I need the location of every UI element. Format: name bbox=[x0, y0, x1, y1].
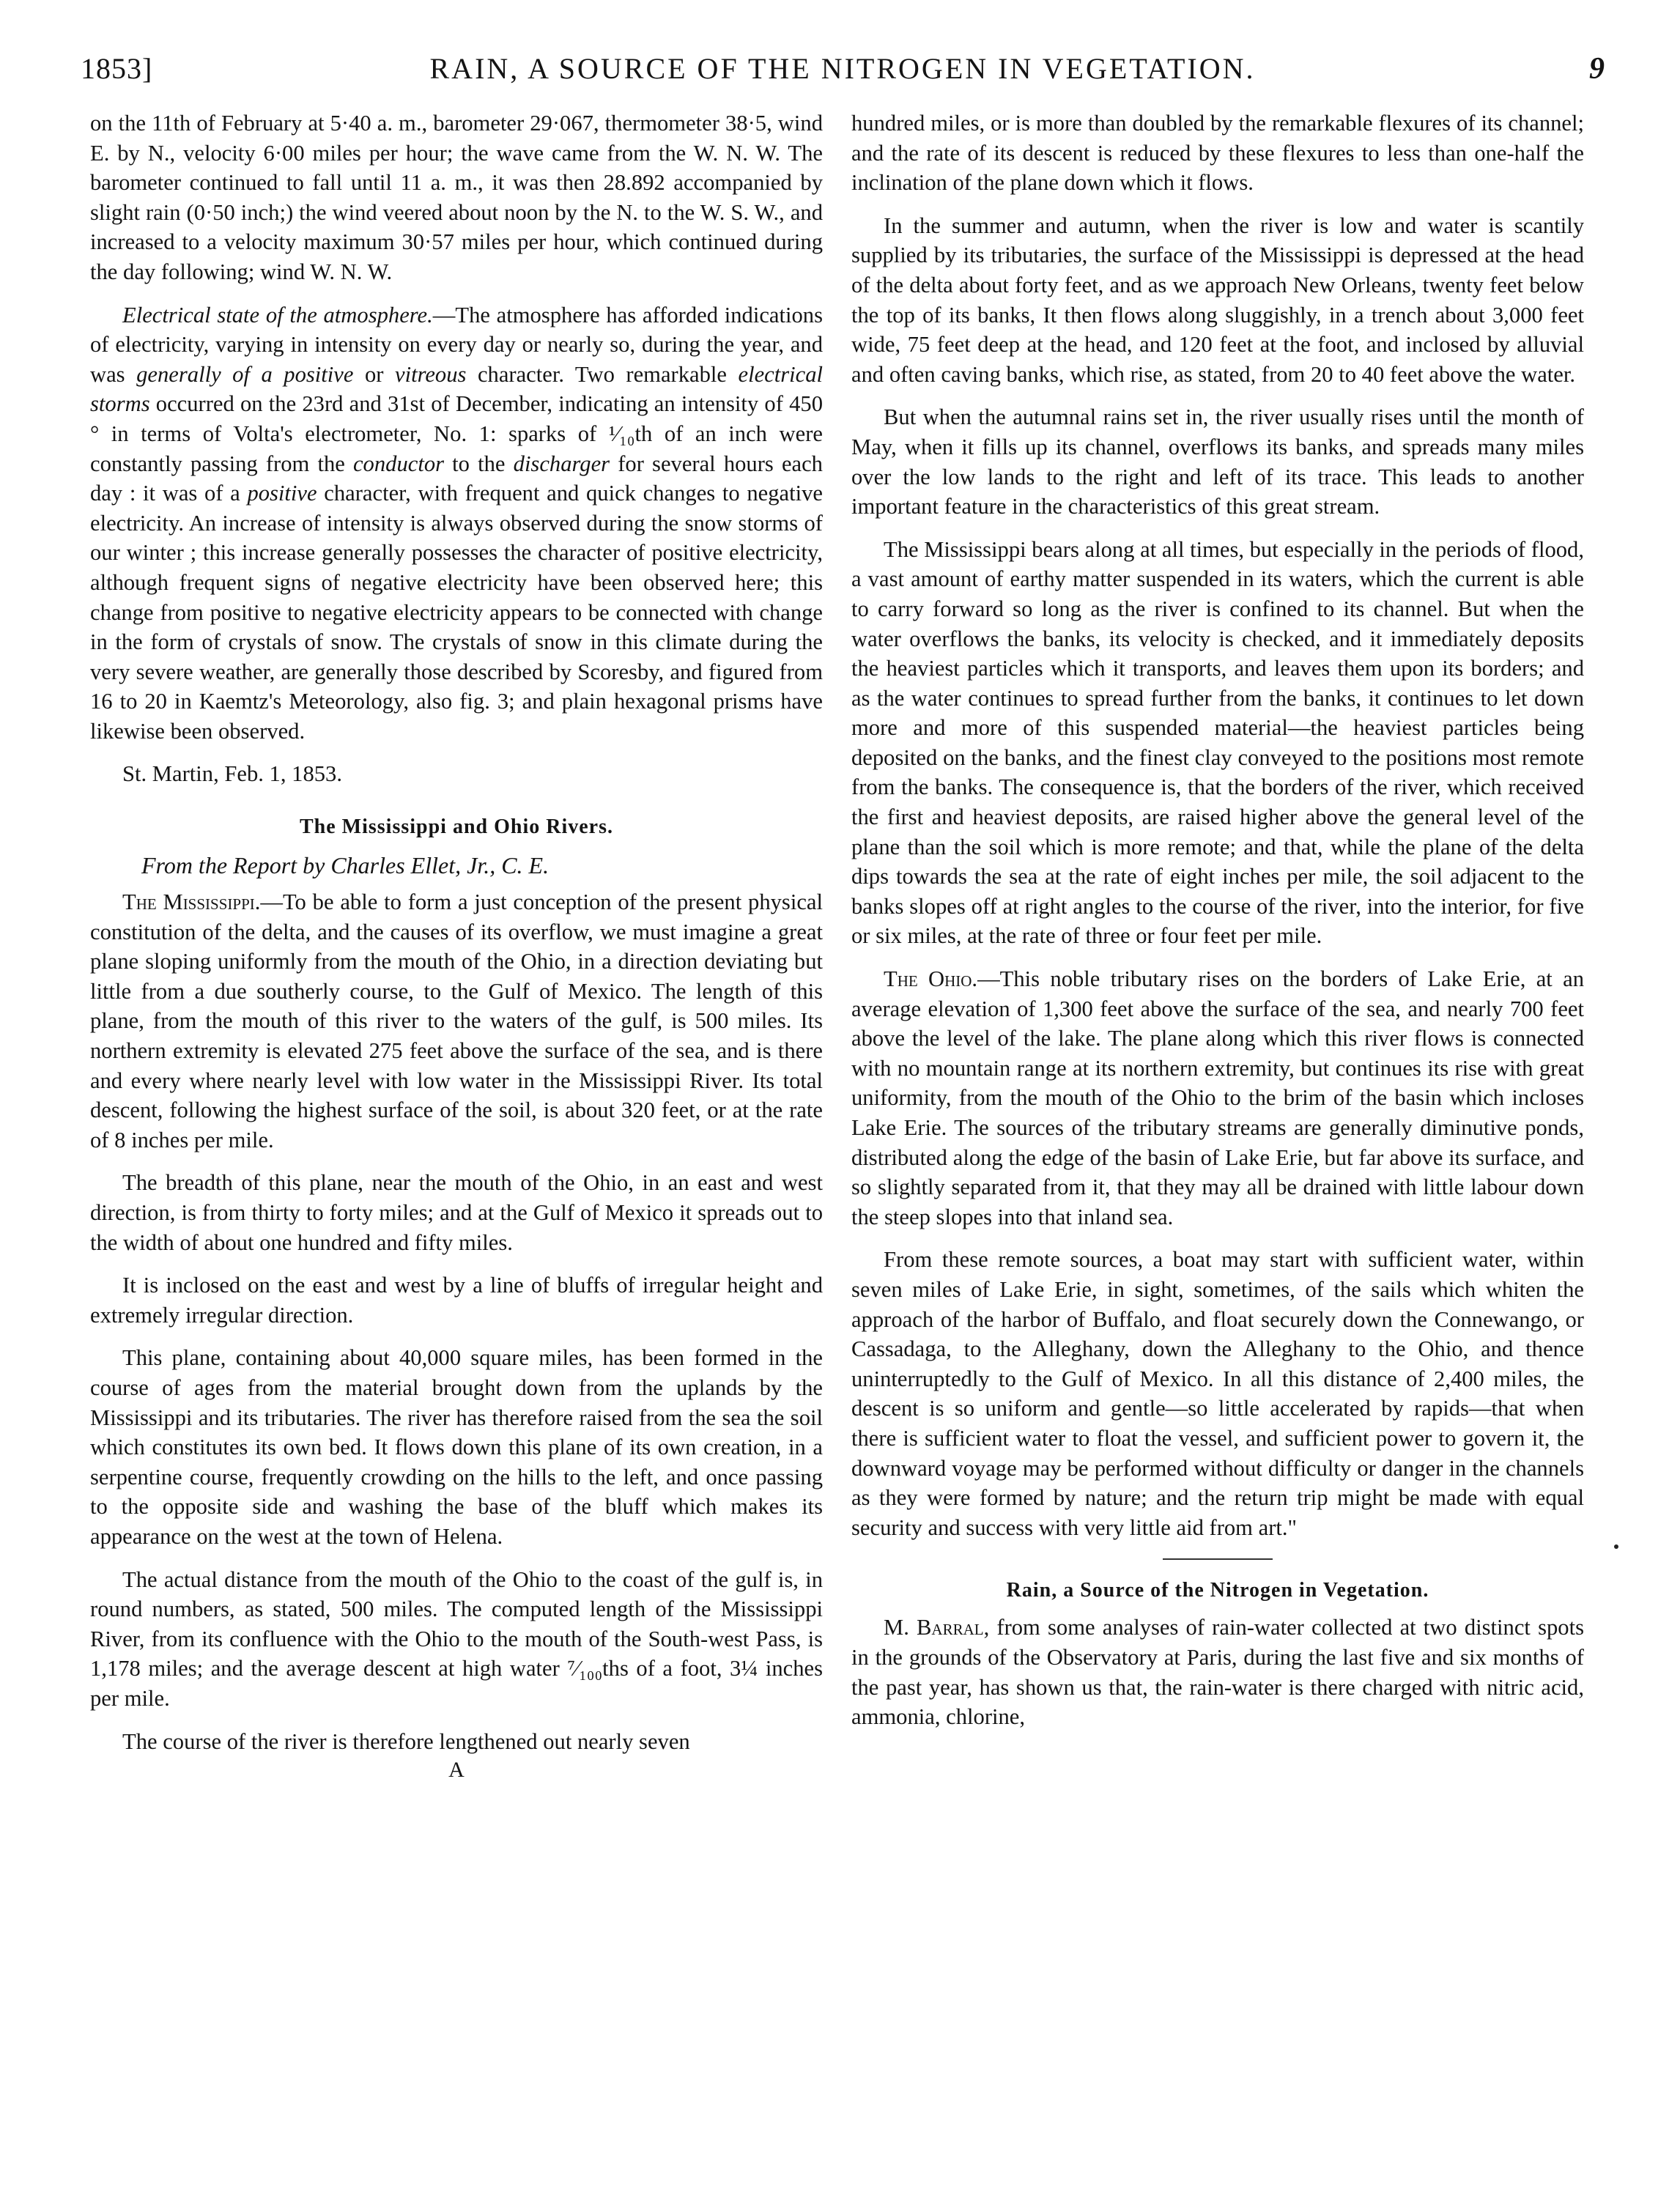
header-title: RAIN, A SOURCE OF THE NITROGEN IN VEGETATION. bbox=[429, 52, 1256, 85]
running-header bbox=[81, 51, 1605, 95]
paragraph-barral: M. Barral, from some analyses of rain-water collected at two distinct spots in the grounds of the Observatory at Paris, during the last five and six months of the past year, has shown us that, the rain-water is there charged with nitric acid, ammonia, chlorine, bbox=[851, 1615, 1584, 1730]
ohio-lead: The Ohio. bbox=[884, 966, 978, 992]
header-year: 1853] bbox=[81, 52, 153, 85]
paragraph-breadth: The breadth of this plane, near the mouth of the Ohio, in an east and west direction, is from thirty to forty miles; and at the Gulf of Mexico it spreads out to the width of about one hundred and fifty miles. bbox=[90, 1170, 823, 1255]
paragraph-electrical-state: Electrical state of the atmosphere.—The atmosphere has afforded indications of electricity, varying in intensity on every day or nearly so, during the year, and was generally of a positive or vitreous character. Two remarkable electrical storms occurred on the 23rd and 31st of December, indicating an intensity of 450 ° in terms of Volta's electrometer, No. 1: sparks of ¹⁄₁₀th of an inch were constantly passing from the conductor to the discharger for several hours each day : it was of a positive character, with frequent and quick changes to negative electricity. An increase of intensity is always observed during the snow storms of our winter ; this increase generally possesses the character of positive electricity, although frequent signs of negative electricity have been observed here; this change from positive to negative electricity appears to be connected with change in the form of crystals of snow. The crystals of snow in this climate during the very severe weather, are generally those described by Scoresby, and figured from 16 to 20 in Kaemtz's Meteorology, also fig. 3; and plain hexagonal prisms have likewise been observed. bbox=[90, 302, 824, 744]
left-column bbox=[90, 108, 823, 1783]
byline: From the Report by Charles Ellet, Jr., C. E. bbox=[141, 852, 549, 879]
page-number: 9 bbox=[1589, 52, 1605, 86]
paragraph-flexures: hundred miles, or is more than doubled by the remarkable flexures of its channel; and the rate of its descent is reduced by these flexures to less than one-half the inclination of the plane down which it flows. bbox=[851, 111, 1584, 196]
paragraph-plane: This plane, containing about 40,000 square miles, has been formed in the course of ages from the material brought down from the uplands by the Mississippi and its tributaries. The river has therefore raised from the sea the soil which constitutes its own bed. It flows down this plane of its own creation, in a serpentine course, frequently crowding on the hills to the left, and once passing to the opposite side and washing the base of the bluff which makes its appearance on the west at the town of Helena. bbox=[90, 1345, 823, 1549]
barral-lead: M. Barral, bbox=[884, 1615, 990, 1640]
paragraph-autumnal-rains: But when the autumnal rains set in, the river usually rises until the month of May, when it fills up its channel, overflows its banks, and spreads many miles over the low lands to the right and left of its trace. This leads to another important feature in the characteristics of this great stream. bbox=[851, 404, 1584, 519]
paragraph-sediment: The Mississippi bears along at all times, but especially in the periods of flood, a vast amount of earthy matter suspended in its waters, which the current is able to carry forward so long as the river is confined to its channel. But when the water overflows the banks, its velocity is checked, and it immediately deposits the heaviest particles which it transports, and leaves them upon its borders; and as the water continues to spread further from the banks, it continues to let down more and more of this suspended material—the heaviest particles being deposited on the banks, and the finest clay conveyed to the positions most remote from the banks. The consequence is, that the borders of the river, which received the first and heaviest deposits, are raised higher above the general level of the plane than the soil which is more remote; and that, while the plane of the delta dips towards the sea at the rate of eight inches per mile, the soil adjacent to the banks slopes off at right angles to the course of the river, into the interior, for five or six miles, at the rate of three or four feet per mile. bbox=[851, 536, 1584, 949]
paragraph-summer: In the summer and autumn, when the river is low and water is scantily supplied by its tributaries, the surface of the Mississippi is depressed at the head of the delta about forty feet, and as we approach New Orleans, twenty feet below the top of its banks, It then flows along sluggishly, in a trench about 3,000 feet wide, 75 feet deep at the head, and 120 feet at the foot, and inclosed by alluvial and often caving banks, which rise, as stated, from 20 to 40 feet above the water. bbox=[851, 212, 1584, 387]
paragraph-distance: The actual distance from the mouth of the Ohio to the coast of the gulf is, in round numbers, as stated, 500 miles. The computed length of the Mississippi River, from its confluence with the Ohio to the mouth of the South-west Pass, is 1,178 miles; and the average descent at high water ⁷⁄₁₀₀ths of a foot, 3¼ inches per mile. bbox=[90, 1566, 823, 1711]
electrical-state-heading: Electrical state of the atmosphere. bbox=[122, 302, 433, 328]
paragraph-mississippi: The Mississippi.—To be able to form a just conception of the present physical constitution of the delta, and the causes of its overflow, we must imagine a great plane sloping uniformly from the mouth of the Ohio, in a direction deviating but little from a due southerly course, to the Gulf of Mexico. The length of this plane, from the mouth of this river to the waters of the gulf, is 500 miles. Its northern extremity is elevated 275 feet above the surface of the sea, and is there and every where nearly level with low water in the Mississippi River. Its total descent, following the highest surface of the soil, is about 320 feet, or at the rate of 8 inches per mile. bbox=[90, 889, 823, 1152]
paragraph-ohio: The Ohio.—This noble tributary rises on the borders of Lake Erie, at an average elevation of 1,300 feet above the surface of the sea, and nearly 700 feet above the level of the lake. The plane along which this river flows is connected with no mountain range at its northern extremity, but continues its rise with great uniformity, from the mouth of the Ohio to the brim of the basin which incloses Lake Erie. The sources of the tributary streams are generally diminutive ponds, distributed along the edge of the basin of Lake Erie, but far above its surface, and so slightly separated from it, that they may all be drained with little labour down the steep slopes into that inland sea. bbox=[851, 966, 1584, 1229]
paragraph-remote-sources: From these remote sources, a boat may start with sufficient water, within seven miles of Lake Erie, in sight, sometimes, of the sails which whiten the approach of the harbor of Buffalo, and float securely down the Connewango, or Cassadaga, to the Alleghany, down the Alleghany to the Ohio, and thence uninterruptedly to the Gulf of Mexico. In all this distance of 2,400 miles, the descent is so uniform and gentle—so little accelerated by rapids—that when there is sufficient water to float the vessel, and sufficient power to govern it, the downward voyage may be performed without difficulty or danger in the channels as they were formed by nature; and the return trip might be made with equal security and success with very little aid from art." bbox=[851, 1247, 1584, 1540]
section-title-mississippi: The Mississippi and Ohio Rivers. bbox=[300, 815, 613, 839]
paragraph-course: The course of the river is therefore lengthened out nearly seven bbox=[122, 1728, 690, 1754]
margin-mark bbox=[1614, 1544, 1618, 1549]
mississippi-lead: The Mississippi. bbox=[122, 889, 261, 915]
section-title-rain: Rain, a Source of the Nitrogen in Vegetation. bbox=[1006, 1579, 1429, 1602]
paragraph-bluffs: It is inclosed on the east and west by a line of bluffs of irregular height and extremely irregular direction. bbox=[90, 1273, 823, 1328]
section-divider bbox=[1163, 1558, 1273, 1560]
signature-mark: A bbox=[448, 1758, 465, 1783]
signature-date: St. Martin, Feb. 1, 1853. bbox=[122, 761, 342, 787]
paragraph-barometer: on the 11th of February at 5·40 a. m., barometer 29·067, thermometer 38·5, wind E. by N., velocity 6·00 miles per hour; the wave came from the W. N. W. The barometer continued to fall until 11 a. m., it was then 28.892 accompanied by slight rain (0·50 inch;) the wind veered about noon by the N. to the W. S. W., and increased to a velocity maximum 30·57 miles per hour, which continued during the day following; wind W. N. W. bbox=[90, 111, 823, 284]
right-column bbox=[851, 108, 1584, 1745]
